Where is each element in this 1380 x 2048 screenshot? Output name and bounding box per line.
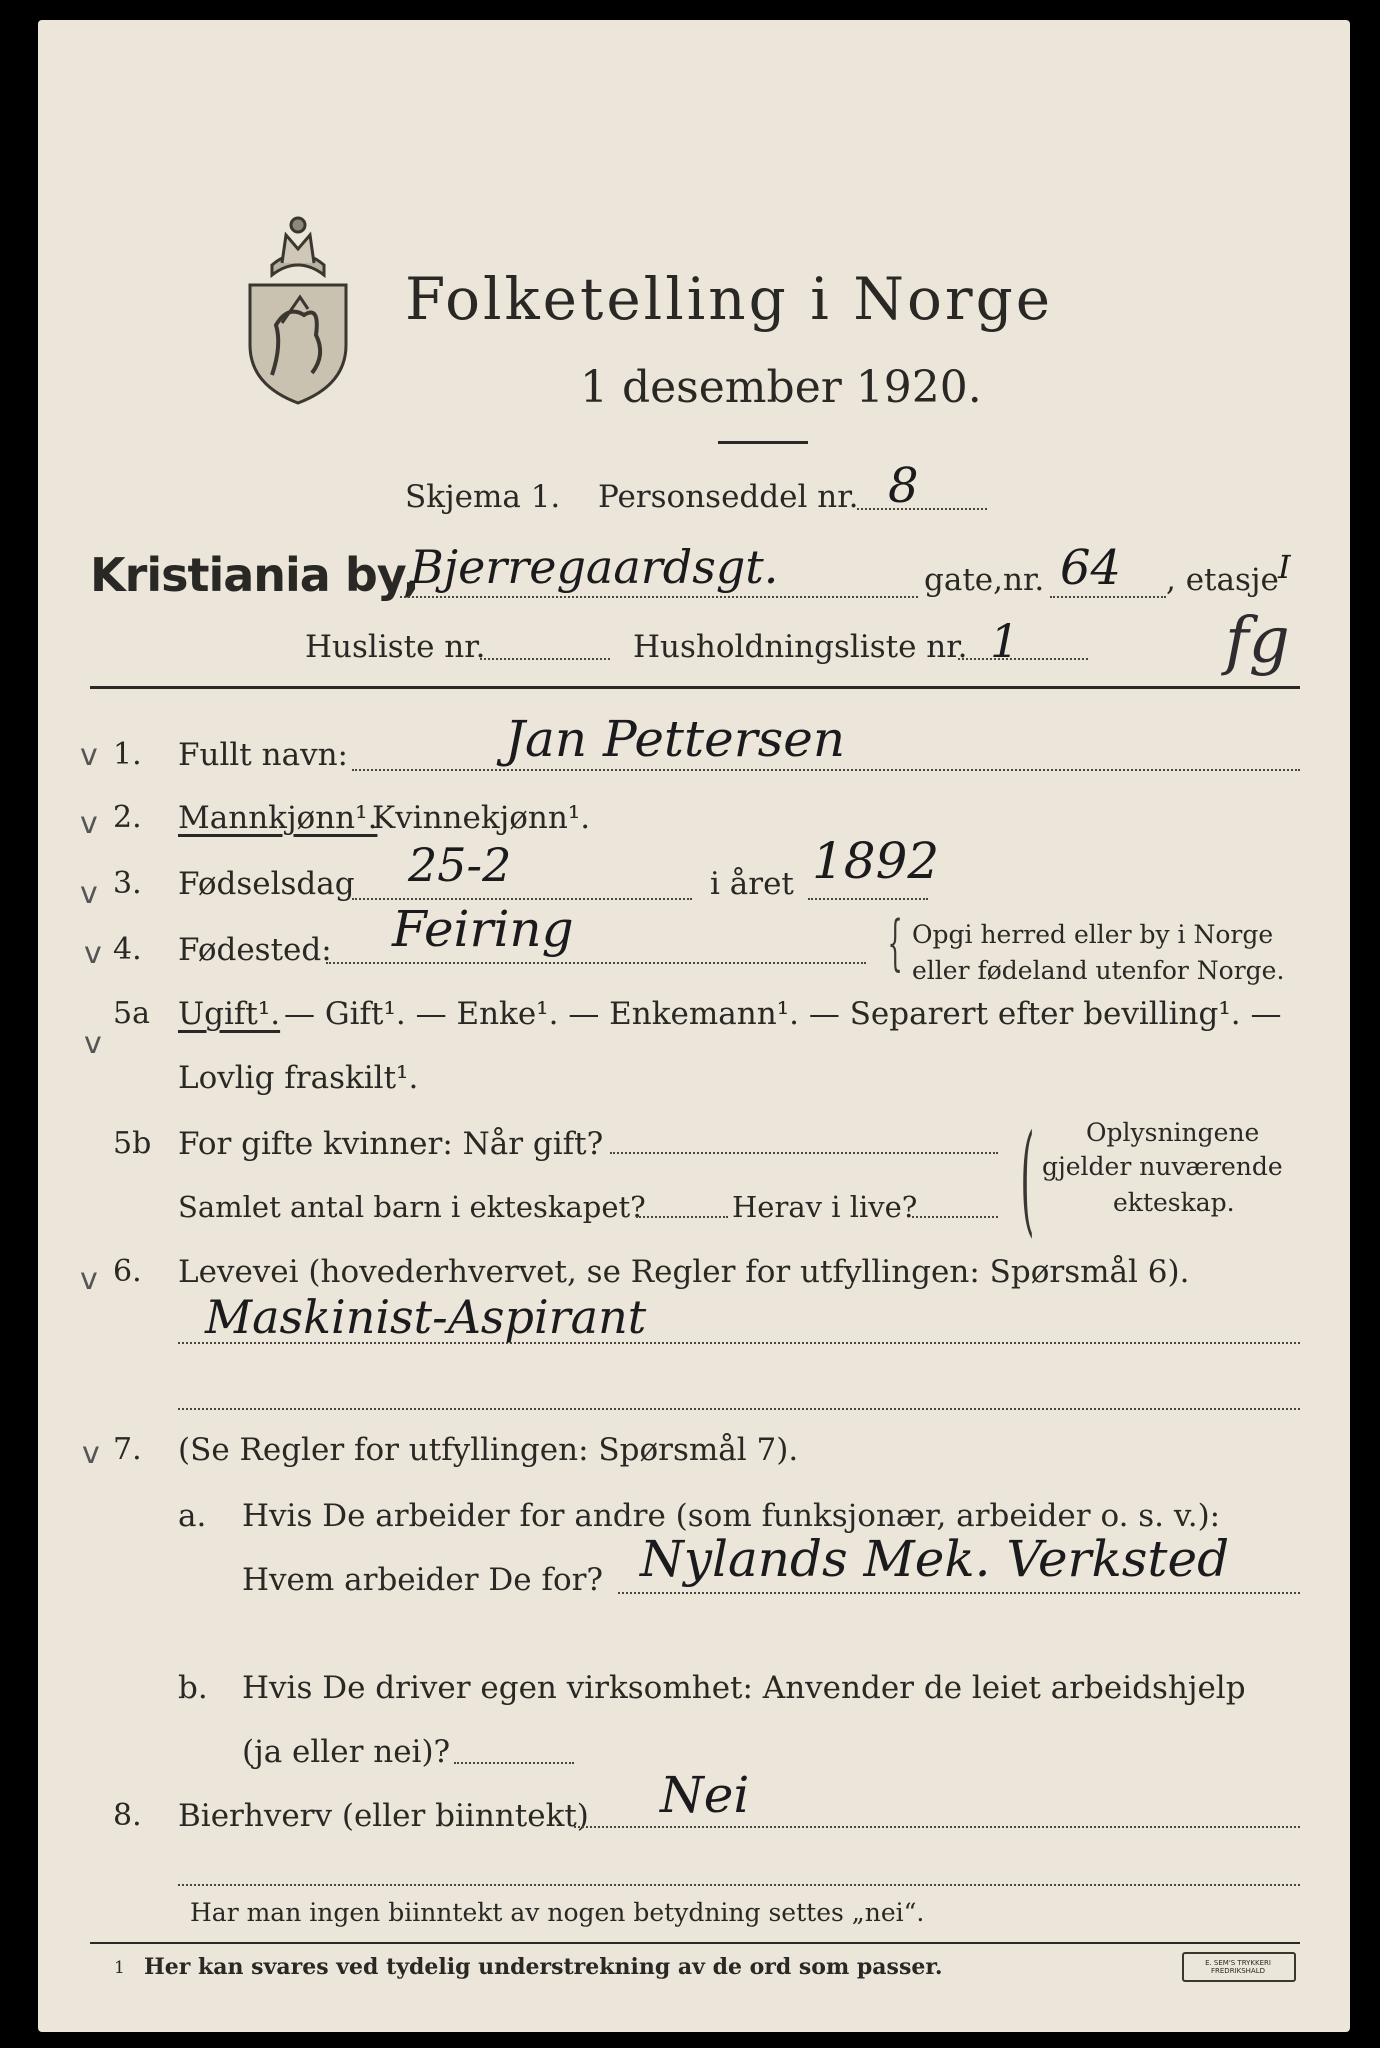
q5b-when-line[interactable] [610,1152,998,1154]
q5b-note-line2: gjelder nuværende [1042,1152,1283,1181]
q7b-letter: b. [178,1670,208,1706]
q2-female-option[interactable]: Kvinnekjønn¹. [372,800,591,836]
etasje-label: , etasje [1166,562,1279,598]
personseddel-value: 8 [888,458,919,514]
q7-label: (Se Regler for utfyllingen: Spørsmål 7). [178,1432,799,1468]
street-line[interactable] [400,596,918,598]
q5b-alive-line[interactable] [912,1216,998,1218]
q5b-note-brace: ( [1020,1110,1035,1249]
gate-label: gate, [924,562,1003,598]
q8-line2[interactable] [178,1884,1300,1886]
coat-of-arms-icon [242,205,354,405]
q5b-line1: For gifte kvinner: Når gift? [178,1126,604,1162]
form-title: Folketelling i Norge [405,265,1054,333]
q7b-line2: (ja eller nei)? [242,1734,451,1770]
printer-stamp-text: E. SEM'S TRYKKERI FREDRIKSHALD [1205,1959,1271,1975]
q8-line1[interactable] [574,1826,1300,1828]
q5a-other-options[interactable]: — Gift¹. — Enke¹. — Enkemann¹. — Separert efter bevilling¹. — [284,996,1282,1032]
q7a-employer-line[interactable] [618,1592,1300,1594]
q3-year-value: 1892 [812,832,940,890]
check-mark-7: v [82,1436,100,1471]
q5b-alive-label: Herav i live? [732,1190,918,1224]
q4-note-brace: { [887,908,903,978]
q1-number: 1. [113,737,142,772]
nr-line[interactable] [1050,596,1166,598]
q5b-children-line[interactable] [636,1216,728,1218]
footnote-marker: 1 [114,1958,125,1978]
q7a-line1: Hvis De arbeider for andre (som funksjonær, arbeider o. s. v.): [242,1498,1221,1534]
q7a-line2: Hvem arbeider De for? [242,1562,604,1598]
q2-male-option[interactable]: Mannkjønn¹. [178,800,378,836]
q3-label: Fødselsdag [178,866,355,902]
q6-value: Maskinist-Aspirant [205,1290,647,1344]
q3-number: 3. [113,866,142,901]
nr-value: 64 [1060,540,1122,596]
check-mark-1: v [80,738,98,773]
footnote-text: Her kan svares ved tydelig understrekning av de ord som passer. [144,1954,943,1980]
personseddel-label: Personseddel nr. [598,479,859,515]
q8-label: Bierhverv (eller biinntekt) [178,1798,589,1834]
city-label: Kristiania by, [90,548,419,602]
q5a-lovlig-fraskilt[interactable]: Lovlig fraskilt¹. [178,1060,419,1096]
title-divider [718,441,808,444]
street-value: Bjerregaardsgt. [410,540,779,594]
printer-stamp [1182,1952,1296,1982]
q1-label: Fullt navn: [178,737,348,773]
husholdning-label: Husholdningsliste nr. [633,629,968,665]
nr-label: nr. [1003,562,1045,598]
q7b-answer-line[interactable] [454,1762,574,1764]
q8-note: Har man ingen biinntekt av nogen betydning settes „nei“. [190,1898,925,1927]
personseddel-line [857,508,987,510]
husholdning-value: 1 [990,614,1020,668]
q1-value: Jan Pettersen [505,710,846,768]
q5a-number: 5a [113,996,150,1031]
q6-line2[interactable] [178,1408,1300,1410]
schema-label: Skjema 1. [405,479,561,515]
husholdning-line[interactable] [958,658,1088,660]
q5b-children-label: Samlet antal barn i ekteskapet? [178,1190,646,1224]
q7a-letter: a. [178,1498,207,1534]
q4-note-line1: Opgi herred eller by i Norge [912,920,1274,949]
q5b-note-line3: ekteskap. [1113,1188,1235,1217]
q3-year-label: i året [710,866,794,902]
q4-label: Fødested: [178,932,332,968]
q5b-note-line1: Oplysningene [1086,1118,1260,1147]
q3-year-line[interactable] [808,898,928,900]
husliste-label: Husliste nr. [305,629,486,665]
check-mark-5a: v [84,1026,102,1061]
q6-number: 6. [113,1254,142,1289]
header-divider [90,686,1300,689]
footnote-divider [90,1942,1300,1944]
margin-note: fg [1225,604,1290,678]
census-date: 1 desember 1920. [580,362,982,413]
check-mark-6: v [80,1262,98,1297]
q3-value: 25-2 [408,838,512,892]
q4-number: 4. [113,932,142,967]
husliste-line[interactable] [480,658,610,660]
q5a-ugift-option[interactable]: Ugift¹. [178,996,281,1032]
q2-number: 2. [113,800,142,835]
q6-label: Levevei (hovederhvervet, se Regler for utfyllingen: Spørsmål 6). [178,1254,1190,1290]
check-mark-3: v [80,876,98,911]
q4-line[interactable] [326,962,866,964]
q5b-number: 5b [113,1126,152,1161]
check-mark-2: v [80,806,98,841]
check-mark-4: v [84,936,102,971]
q4-note-line2: eller fødeland utenfor Norge. [912,956,1285,985]
q1-line[interactable] [352,769,1300,771]
q7b-line1: Hvis De driver egen virksomhet: Anvender de leiet arbeidshjelp [242,1670,1246,1706]
q4-value: Feiring [392,900,574,958]
q7-number: 7. [113,1432,142,1467]
etasje-value: I [1278,548,1291,586]
q8-number: 8. [113,1798,142,1833]
q8-value: Nei [660,1766,750,1824]
q7a-employer-value: Nylands Mek. Verksted [640,1530,1230,1588]
